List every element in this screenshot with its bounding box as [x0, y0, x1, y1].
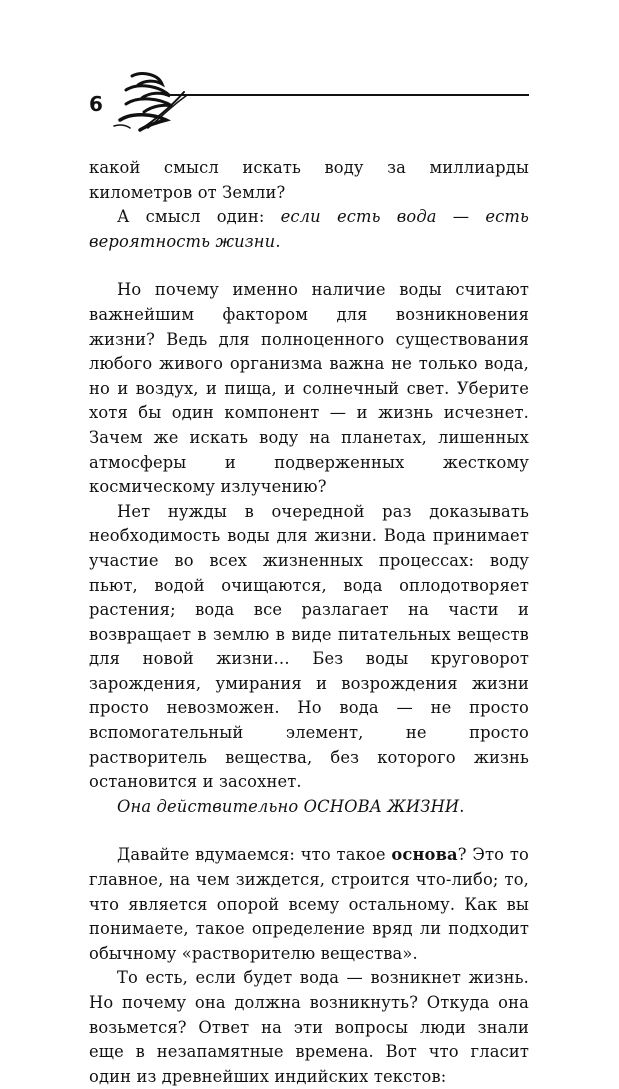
paragraph: То есть, если будет вода — возникнет жизнь. Но почему она должна возникнуть? Откуда она возьмется? Ответ на эти вопросы люди знали еще в незапамятные времена. Вот что гласит один из древнейших индийских текстов:	[89, 968, 529, 1086]
scribble-ornament-icon	[112, 68, 192, 138]
paragraph: какой смысл искать воду за миллиарды километров от Земли?	[89, 158, 529, 202]
paragraph: Но почему именно наличие воды считают важнейшим фактором для возникновения жизни? Ведь для полноценного существования любого живого организма важна не только вода, но и воздух, и пища, и солнечный свет. Уберите хотя бы один компонент — и жизнь исчезнет. Зачем же искать воду на планетах, лишенных атмосферы и подверженных жесткому космическому излучению?	[89, 280, 529, 497]
header-divider	[165, 94, 529, 96]
body-text	[89, 156, 529, 1089]
emphasis-italic: Она действительно ОСНОВА ЖИЗНИ	[117, 796, 460, 816]
paragraph: Давайте вдумаемся: что такое основа? Это то главное, на чем зиждется, строится что-либо; то, что является опорой всему остальному. Как вы понимаете, такое определение вряд ли подходит обычному «растворителю вещества».	[89, 845, 530, 963]
page-number: 6	[89, 92, 103, 116]
emphasis-italic: если есть вода — есть вероятность жизни	[89, 207, 529, 251]
paragraph: Она действительно ОСНОВА ЖИЗНИ.	[117, 796, 465, 816]
paragraph: Нет нужды в очередной раз доказывать необходимость воды для жизни. Вода принимает участие во всех жизненных процессах: воду пьют, водой очищаются, вода оплодотворяет растения; вода все разлагает на части и возвращает в землю в виде питательных веществ для новой жизни… Без воды круговорот зарождения, умирания и возрождения жизни просто невозможен. Но вода — не просто вспомогательный элемент, не просто растворитель вещества, без которого жизнь остановится и засохнет.	[89, 501, 529, 792]
page-header	[0, 0, 619, 160]
emphasis-bold: основа	[391, 845, 458, 865]
paragraph: А смысл один: если есть вода — есть вероятность жизни.	[89, 207, 529, 251]
